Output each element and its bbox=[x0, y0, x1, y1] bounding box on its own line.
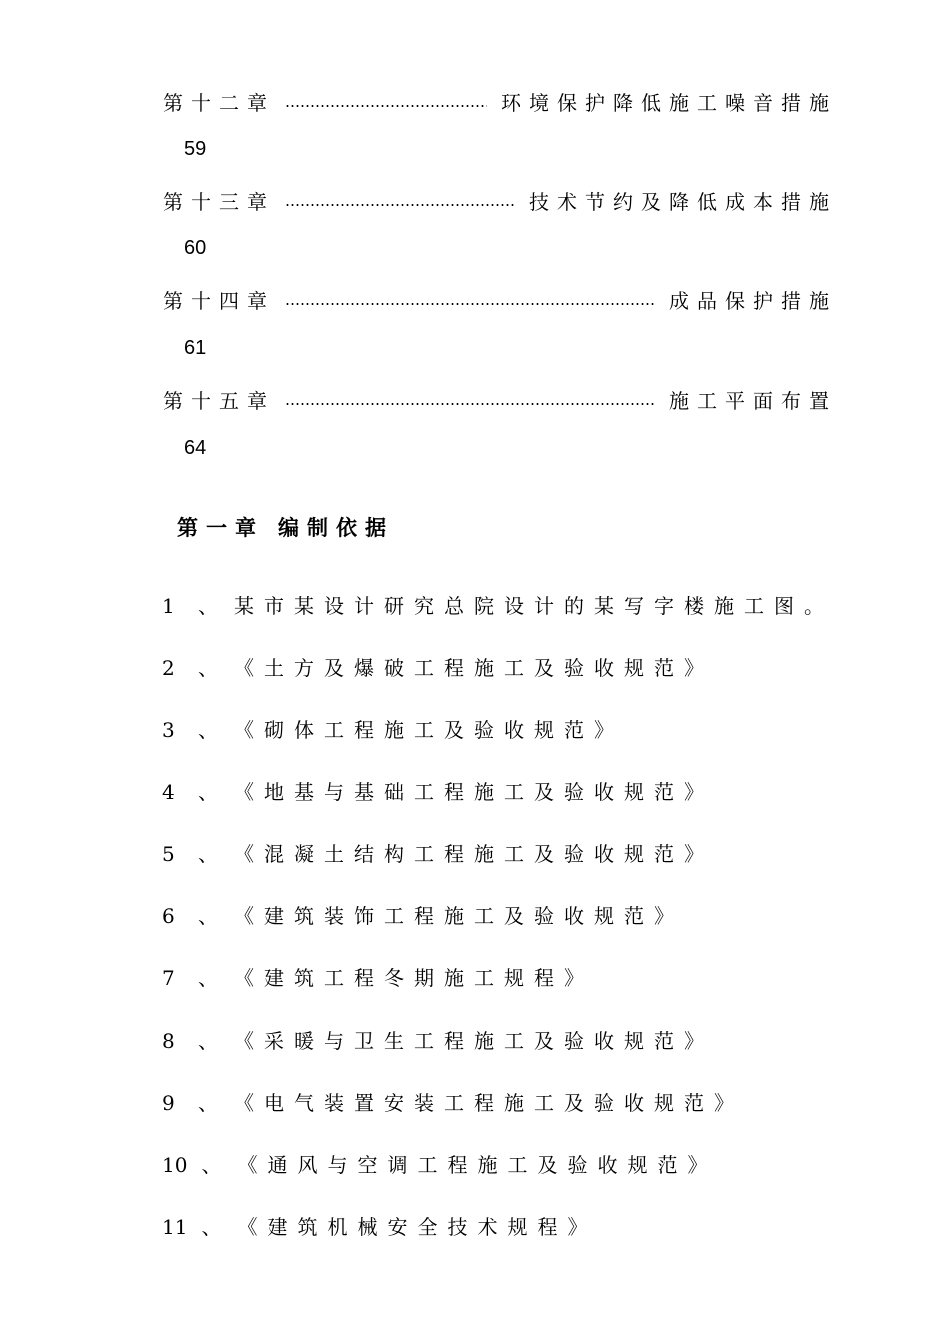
reference-item bbox=[162, 962, 594, 991]
reference-text: 《电气装置安装工程施工及验收规范》 bbox=[234, 1091, 744, 1115]
reference-text: 《混凝土结构工程施工及验收规范》 bbox=[234, 842, 714, 866]
toc-page-number: 60 bbox=[184, 237, 207, 259]
reference-number: 4 bbox=[162, 780, 175, 804]
toc-page-number: 59 bbox=[184, 138, 207, 160]
reference-text: 《地基与基础工程施工及验收规范》 bbox=[234, 780, 714, 804]
reference-item bbox=[162, 652, 714, 681]
reference-separator: 、 bbox=[198, 842, 228, 866]
toc-title: 成品保护措施 bbox=[669, 288, 837, 313]
reference-separator: 、 bbox=[198, 904, 228, 928]
toc-title: 施工平面布置 bbox=[669, 388, 837, 413]
reference-separator: 、 bbox=[201, 1215, 232, 1239]
reference-text: 《砌体工程施工及验收规范》 bbox=[234, 718, 624, 742]
toc-chapter: 第十五章 bbox=[163, 388, 275, 413]
reference-number: 9 bbox=[162, 1091, 175, 1115]
reference-number: 2 bbox=[162, 656, 175, 680]
reference-text: 某市某设计研究总院设计的某写字楼施工图。 bbox=[234, 594, 834, 618]
reference-item bbox=[162, 1211, 597, 1240]
reference-number: 6 bbox=[162, 904, 175, 928]
reference-text: 《土方及爆破工程施工及验收规范》 bbox=[234, 656, 714, 680]
reference-text: 《建筑机械安全技术规程》 bbox=[237, 1215, 598, 1239]
reference-text: 《通风与空调工程施工及验收规范》 bbox=[237, 1153, 718, 1177]
reference-number: 8 bbox=[162, 1029, 175, 1053]
toc-chapter: 第十四章 bbox=[163, 288, 275, 313]
toc-chapter: 第十二章 bbox=[163, 90, 275, 115]
toc-title: 环境保护降低施工噪音措施 bbox=[501, 90, 837, 115]
toc-title: 技术节约及降低成本措施 bbox=[529, 189, 837, 214]
reference-number: 1 bbox=[162, 594, 175, 618]
section-chapter: 第一章 bbox=[177, 515, 264, 540]
reference-item bbox=[162, 590, 834, 619]
toc-chapter: 第十三章 bbox=[163, 189, 275, 214]
reference-number: 5 bbox=[162, 842, 175, 866]
reference-item bbox=[162, 714, 624, 743]
toc-leader-dots bbox=[285, 403, 655, 405]
reference-item bbox=[162, 838, 714, 867]
section-heading bbox=[177, 512, 394, 542]
reference-separator: 、 bbox=[198, 656, 228, 680]
reference-number: 3 bbox=[162, 718, 175, 742]
toc-entry[interactable] bbox=[163, 284, 837, 314]
reference-text: 《采暖与卫生工程施工及验收规范》 bbox=[234, 1029, 714, 1053]
toc-leader-dots bbox=[285, 303, 655, 305]
toc-entry[interactable] bbox=[163, 384, 837, 414]
reference-text: 《建筑装饰工程施工及验收规范》 bbox=[234, 904, 684, 928]
reference-number: 7 bbox=[162, 966, 175, 990]
reference-item bbox=[162, 900, 684, 929]
reference-item bbox=[162, 1149, 717, 1178]
reference-separator: 、 bbox=[198, 966, 228, 990]
toc-leader-dots bbox=[285, 204, 515, 206]
section-title: 编制依据 bbox=[278, 515, 394, 540]
reference-separator: 、 bbox=[201, 1153, 232, 1177]
toc-leader-dots bbox=[285, 105, 487, 107]
reference-separator: 、 bbox=[198, 1091, 228, 1115]
reference-separator: 、 bbox=[198, 718, 228, 742]
reference-item bbox=[162, 1025, 714, 1054]
reference-separator: 、 bbox=[198, 594, 228, 618]
reference-text: 《建筑工程冬期施工规程》 bbox=[234, 966, 594, 990]
reference-number: 11 bbox=[162, 1215, 188, 1239]
toc-page-number: 64 bbox=[184, 437, 207, 459]
toc-entry[interactable] bbox=[163, 86, 837, 116]
reference-separator: 、 bbox=[198, 1029, 228, 1053]
reference-item bbox=[162, 776, 714, 805]
reference-item bbox=[162, 1087, 744, 1116]
toc-page-number: 61 bbox=[184, 337, 207, 359]
reference-number: 10 bbox=[162, 1153, 188, 1177]
reference-separator: 、 bbox=[198, 780, 228, 804]
toc-entry[interactable] bbox=[163, 185, 837, 215]
